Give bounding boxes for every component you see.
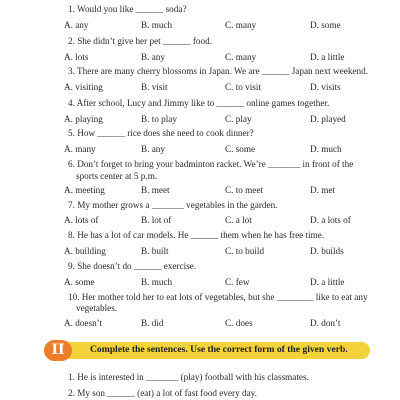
question-1-option-d: D. some <box>310 20 341 30</box>
question-1-option-c: C. many <box>225 20 257 30</box>
question-7-option-b: B. lot of <box>141 215 172 225</box>
question-10-option-c: C. does <box>225 318 253 328</box>
question-8-option-b: B. built <box>141 246 169 256</box>
question-7-stem: 7. My mother grows a _______ vegetables in the garden. <box>68 200 278 210</box>
question-4-stem: 4. After school, Lucy and Jimmy like to ______ online games together. <box>68 98 330 108</box>
question-6-option-b: B. meet <box>141 185 170 195</box>
question-5-option-c: C. some <box>225 144 256 154</box>
question-8-option-a: A. building <box>64 246 106 256</box>
question-1-option-b: B. much <box>141 20 173 30</box>
question-3-option-c: C. to visit <box>225 82 261 92</box>
question-3-option-a: A. visiting <box>64 82 103 92</box>
question-6-option-a: A. meeting <box>64 185 105 195</box>
question-4-option-b: B. to play <box>141 114 177 124</box>
question-6-stem: 6. Don’t forget to bring your badminton racket. We’re _______ in front of the <box>68 159 354 169</box>
question-10-option-a: A. doesn’t <box>64 318 103 328</box>
question-9-option-a: A. some <box>64 277 95 287</box>
question-1-stem: 1. Would you like ______ soda? <box>68 4 187 14</box>
question-9-option-d: D. a little <box>310 277 345 287</box>
question-5-option-d: D. much <box>310 144 342 154</box>
section-2-banner <box>44 340 374 361</box>
question-9-option-c: C. few <box>225 277 250 287</box>
question-9-stem: 9. She doesn’t do ______ exercise. <box>68 261 197 271</box>
question-2-option-b: B. any <box>141 52 165 62</box>
question-5-option-a: A. many <box>64 144 96 154</box>
question-4-option-d: D. played <box>310 114 346 124</box>
question-2-option-d: D. a little <box>310 52 345 62</box>
section-2-instruction: Complete the sentences. Use the correct form of the given verb. <box>90 344 348 355</box>
section-2-item-2: 2. My son ______ (eat) a lot of fast food every day. <box>68 388 257 398</box>
question-2-option-a: A. lots <box>64 52 89 62</box>
question-10-option-b: B. did <box>141 318 164 328</box>
question-6-option-c: C. to meet <box>225 185 264 195</box>
question-3-option-b: B. visit <box>141 82 168 92</box>
question-6-stem-continued: sports center at 5 p.m. <box>76 171 158 181</box>
question-5-stem: 5. How ______ rice does she need to cook dinner? <box>68 128 254 138</box>
question-10-stem-continued: vegetables. <box>76 303 118 313</box>
question-9-option-b: B. much <box>141 277 173 287</box>
question-1-option-a: A. any <box>64 20 89 30</box>
question-7-option-c: C. a lot <box>225 215 252 225</box>
question-8-option-c: C. to build <box>225 246 265 256</box>
question-7-option-d: D. a lots of <box>310 215 351 225</box>
question-3-option-d: D. visits <box>310 82 341 92</box>
question-4-option-a: A. playing <box>64 114 103 124</box>
question-3-stem: 3. There are many cherry blossoms in Japan. We are ______ Japan next weekend. <box>68 66 368 76</box>
question-8-stem: 8. He has a lot of car models. He ______ them when he has free time. <box>68 230 325 240</box>
question-2-option-c: C. many <box>225 52 257 62</box>
question-8-option-d: D. builds <box>310 246 344 256</box>
section-2-item-1: 1. He is interested in _______ (play) football with his classmates. <box>68 372 309 382</box>
question-7-option-a: A. lots of <box>64 215 99 225</box>
question-2-stem: 2. She didn’t give her pet ______ food. <box>68 36 213 46</box>
question-6-option-d: D. met <box>310 185 336 195</box>
question-4-option-c: C. play <box>225 114 252 124</box>
section-2-badge: II <box>44 340 72 361</box>
question-10-option-d: D. don’t <box>310 318 341 328</box>
question-10-stem: 10. Her mother told her to eat lots of vegetables, but she ________ like to eat any <box>68 292 368 302</box>
question-5-option-b: B. any <box>141 144 165 154</box>
